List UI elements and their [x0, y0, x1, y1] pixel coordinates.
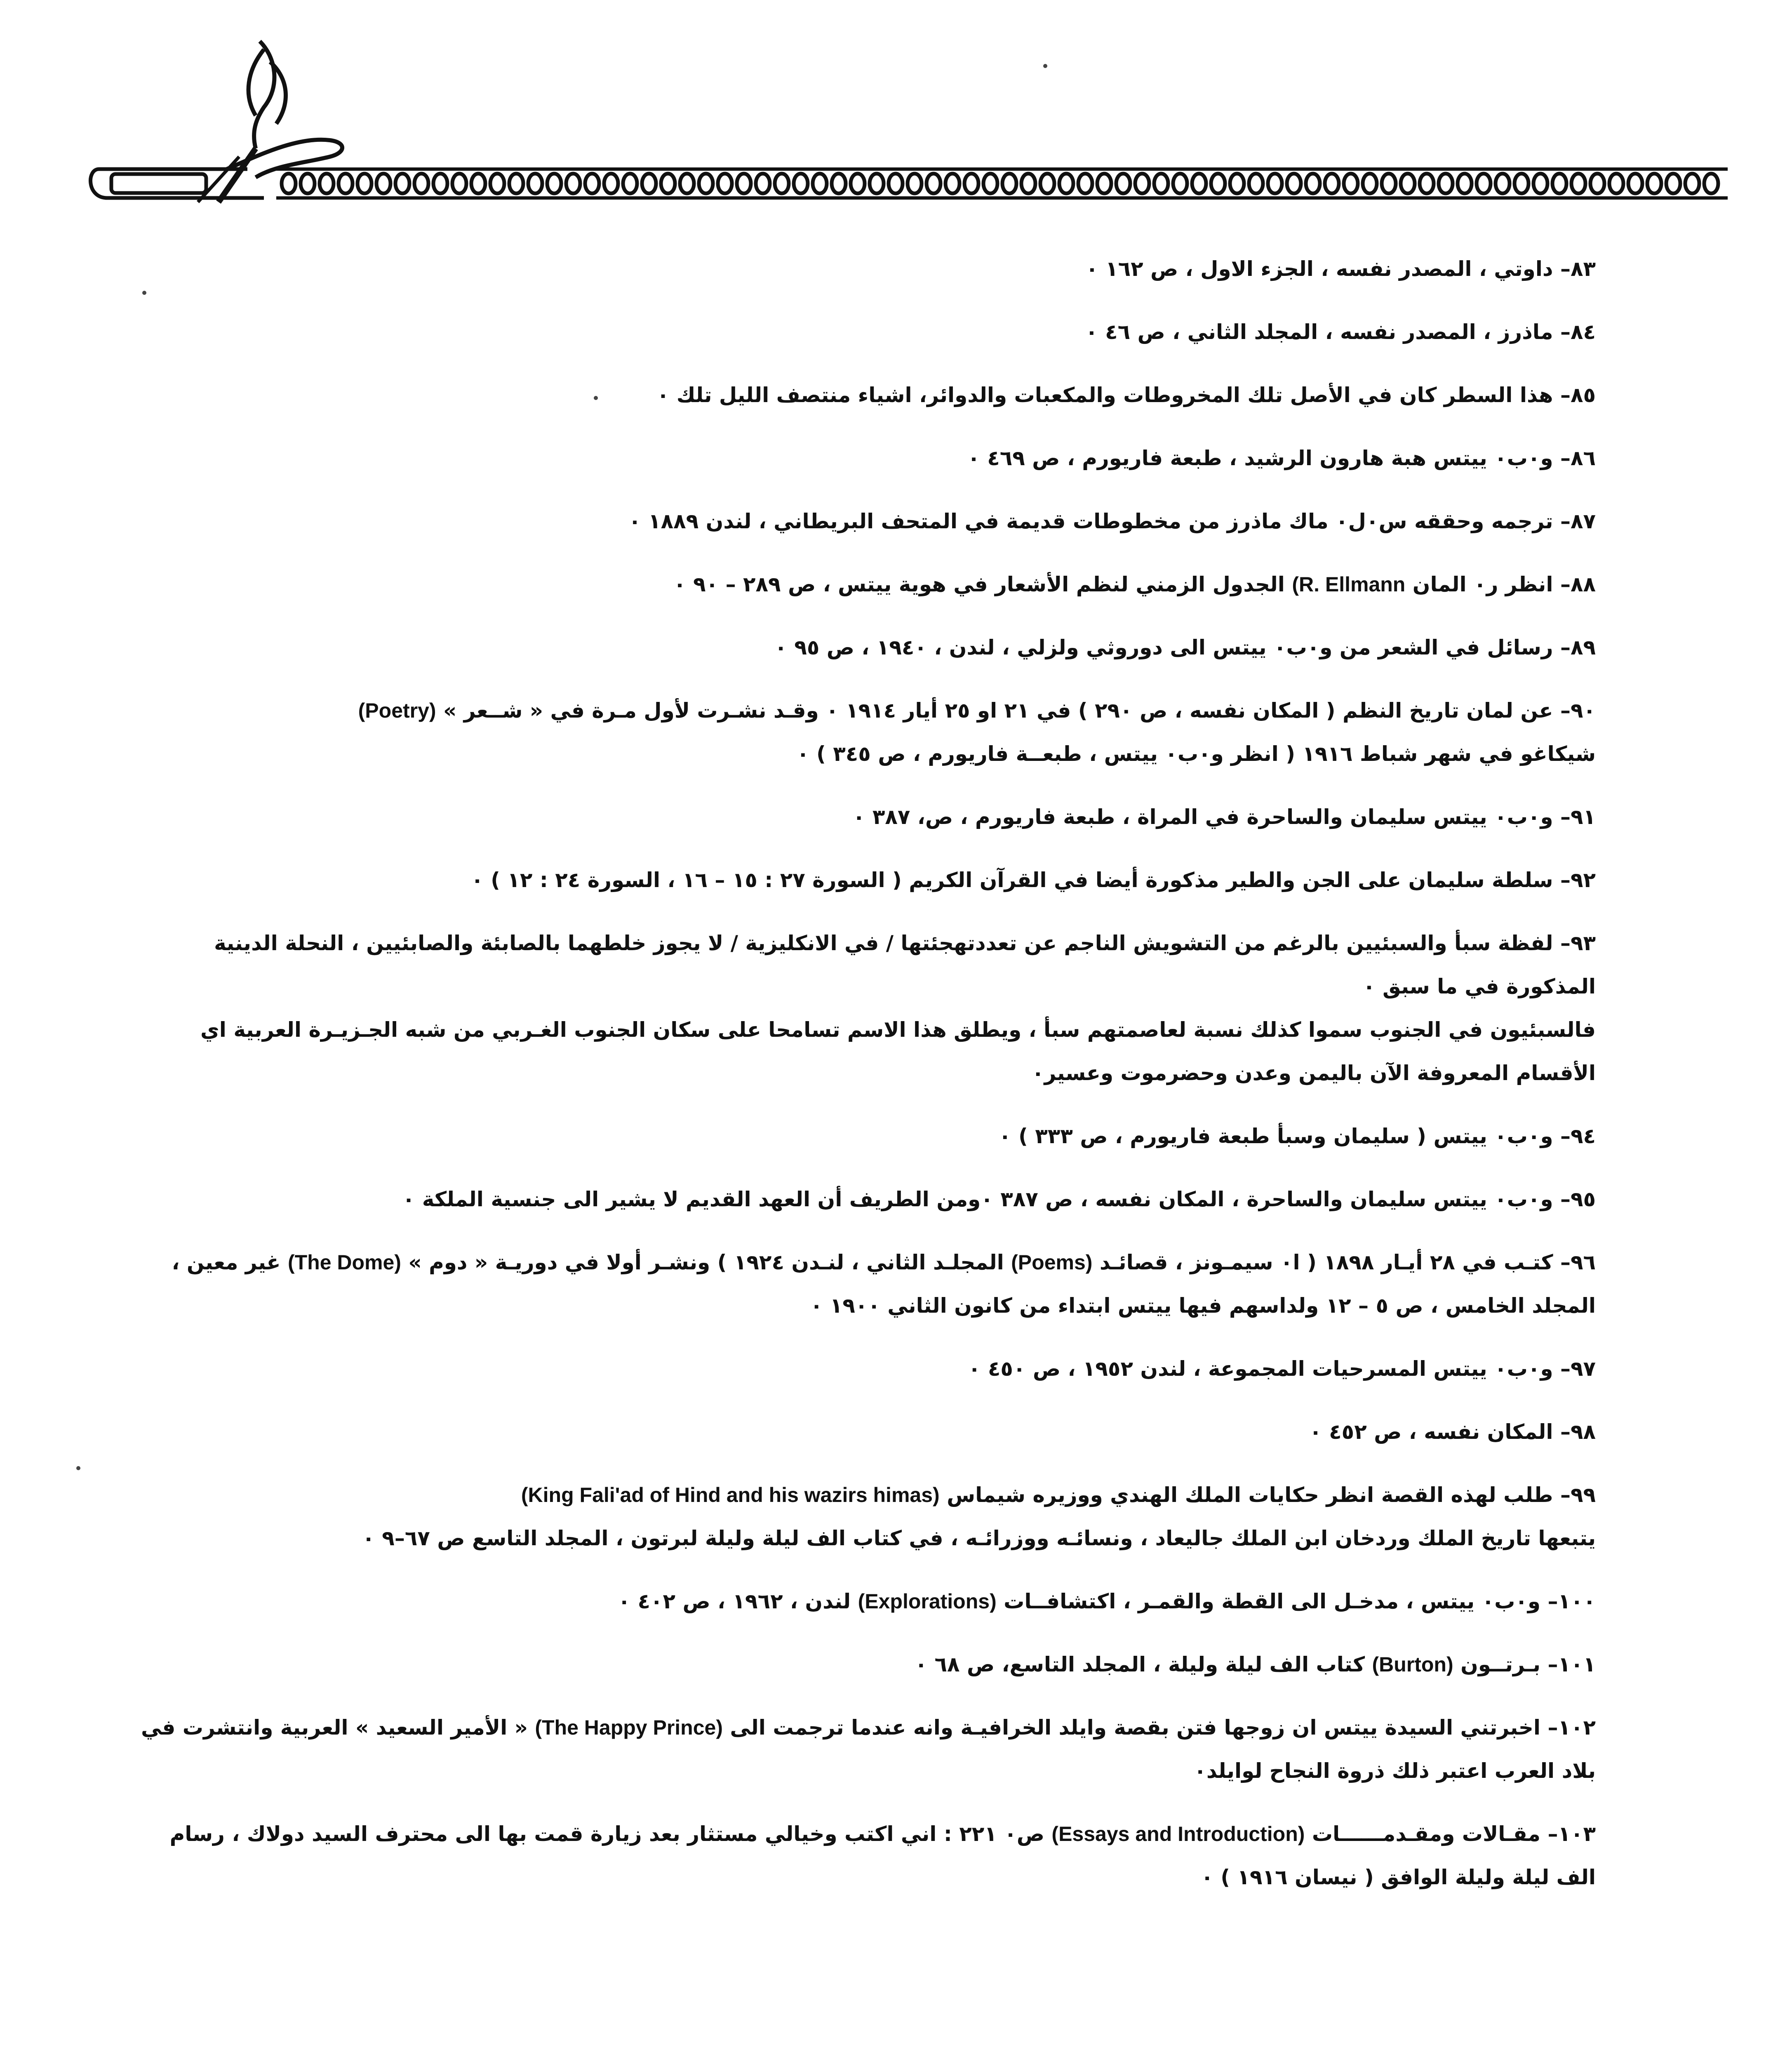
chain-link: [339, 174, 353, 193]
chain-link: [282, 174, 296, 193]
endnote-number: ١٠٣–: [1547, 1822, 1596, 1846]
chain-link: [490, 174, 504, 193]
chain-link: [604, 174, 618, 193]
chain-link: [1420, 174, 1434, 193]
endnote-number: ١٠٠–: [1547, 1589, 1596, 1613]
endnote-text-after: كتاب الف ليلة وليلة ، المجلد التاسع، ص ٦٨ ٠: [915, 1652, 1365, 1676]
endnote-text-after: المجلـد الثاني ، لنـدن ١٩٢٤ ) ونشـر أولا في دوريـة « دوم »: [408, 1250, 1004, 1274]
endnote-continuation: فالسبئيون في الجنوب سموا كذلك نسبة لعاصمتهم سبأ ، ويطلق هذا الاسم تسامحا على سكان الجنوب الغـربي من شبه الجـزيـرة العربية اي الأقسام المعروفة الآن باليمن وعدن وحضرموت وعسير٠: [200, 1018, 1596, 1085]
endnote-continuation: شيكاغو في شهر شباط ١٩١٦ ( انظر و٠ب٠ ييتس ، طبعــة فاريورم ، ص ٣٤٥ ) ٠: [797, 742, 1596, 766]
chain-link: [737, 174, 751, 193]
endnote-text-before: كتـب في ٢٨ أيـار ١٨٩٨ ( ا٠ سيمـونز ، قصائـد: [1099, 1250, 1553, 1274]
endnote-91: [136, 796, 1596, 839]
endnote-85: [136, 374, 1596, 417]
endnote-84: [136, 311, 1596, 354]
chain-link: [471, 174, 485, 193]
endnote-continuation: غير معين ، المجلد الخامس ، ص ٥ – ١٢ ولداسهم فيها ييتس ابتداء من كانون الثاني ١٩٠٠ ٠: [172, 1250, 1596, 1318]
endnote-text-after: ص٠ ٢٢١ : اني اكتب وخيالي مستثار بعد زيارة قمت بها الى محترف السيد دولاك ، رسام الف ليلة وليلة الوافق ( نيسان ١٩١٦ ) ٠: [169, 1822, 1596, 1889]
endnote-continuation: يتبعها تاريخ الملك وردخان ابن الملك جاليعاد ، ونسائـه ووزرائـه ، في كتاب الف ليلة وليلة لبرتون ، المجلد التاسع ص ٦٧–٩ ٠: [362, 1526, 1596, 1550]
chain-link: [1116, 174, 1130, 193]
endnotes-list: [136, 247, 1596, 1919]
chain-link: [1078, 174, 1092, 193]
chain-link: [718, 174, 732, 193]
endnote-text-before: بـرتــون: [1460, 1652, 1541, 1676]
endnote-text: و٠ب٠ ييتس هبة هارون الرشيد ، طبعة فاريورم ، ص ٤٦٩ ٠: [967, 446, 1553, 470]
chain-link: [1685, 174, 1699, 193]
endnote-text: هذا السطر كان في الأصل تلك المخروطات والمكعبات والدوائر، اشياء منتصف الليل تلك ٠: [656, 383, 1553, 407]
chain-link: [1552, 174, 1566, 193]
endnote-number: ٩٢–: [1560, 868, 1596, 892]
endnote-english-term: (Poems): [1011, 1251, 1093, 1274]
chain-link: [699, 174, 713, 193]
chain-link: [1211, 174, 1225, 193]
chain-link: [908, 174, 922, 193]
endnote-number: ٩٩–: [1560, 1483, 1596, 1507]
endnote-english-term-2: (The Dome): [287, 1251, 401, 1274]
endnote-number: ٩٧–: [1560, 1357, 1596, 1381]
chain-link: [623, 174, 637, 193]
endnote-number: ٨٣–: [1560, 257, 1596, 281]
endnote-number: ٩٤–: [1560, 1124, 1596, 1148]
chain-link: [1628, 174, 1642, 193]
chain-link: [1401, 174, 1415, 193]
chain-link: [566, 174, 580, 193]
endnote-number: ١٠١–: [1547, 1652, 1596, 1676]
endnote-83: [136, 247, 1596, 291]
endnote-98: [136, 1410, 1596, 1454]
endnote-text: ترجمه وحققه س٠ل٠ ماك ماذرز من مخطوطات قديمة في المتحف البريطاني ، لندن ١٨٨٩ ٠: [628, 509, 1553, 533]
endnote-90: [136, 689, 1596, 776]
border-chain-links: [282, 174, 1718, 193]
chain-link: [1514, 174, 1529, 193]
endnote-text: و٠ب٠ ييتس المسرحيات المجموعة ، لندن ١٩٥٢ ، ص ٤٥٠ ٠: [968, 1357, 1553, 1381]
chain-link: [1097, 174, 1111, 193]
chain-link: [1458, 174, 1472, 193]
endnote-text: و٠ب٠ ييتس سليمان والساحرة في المراة ، طبعة فاريورم ، ص، ٣٨٧ ٠: [852, 805, 1553, 829]
endnote-text: ماذرز ، المصدر نفسه ، المجلد الثاني ، ص ٤٦ ٠: [1085, 320, 1553, 344]
chain-link: [376, 174, 390, 193]
chain-link: [642, 174, 656, 193]
chain-link: [1135, 174, 1149, 193]
chain-link: [301, 174, 315, 193]
endnote-100: [136, 1580, 1596, 1623]
endnote-text: سلطة سليمان على الجن والطير مذكورة أيضا في القرآن الكريم ( السورة ٢٧ : ١٥ – ١٦ ، السورة ٢٤ : ١٢ ) ٠: [471, 868, 1553, 892]
endnote-103: [136, 1812, 1596, 1899]
chain-link: [547, 174, 561, 193]
chain-link: [1287, 174, 1301, 193]
endnote-number: ٨٨–: [1560, 572, 1596, 596]
endnote-92: [136, 859, 1596, 902]
scan-speck: [1043, 64, 1047, 68]
endnote-text-before: طلب لهذه القصة انظر حكايات الملك الهندي ووزيره شيماس: [947, 1483, 1553, 1507]
chain-link: [945, 174, 959, 193]
chain-link: [1249, 174, 1263, 193]
endnote-english-term: (Essays and Introduction): [1051, 1822, 1305, 1845]
endnote-89: [136, 626, 1596, 669]
endnote-number: ٨٦–: [1560, 446, 1596, 470]
chain-link: [1040, 174, 1054, 193]
chain-link: [357, 174, 372, 193]
header-ornament: [82, 33, 1732, 206]
chain-link: [1533, 174, 1547, 193]
endnote-number: ٩١–: [1560, 805, 1596, 829]
endnote-number: ٨٥–: [1560, 383, 1596, 407]
chain-link: [1192, 174, 1206, 193]
endnote-number: ٩٣–: [1560, 931, 1596, 955]
chain-link: [889, 174, 903, 193]
chain-link: [1002, 174, 1016, 193]
endnote-text-after: « الأمير السعيد » العربية وانتشرت في بلاد العرب اعتبر ذلك ذروة النجاح لوايلد٠: [141, 1716, 1596, 1783]
chain-link: [509, 174, 523, 193]
chain-link: [452, 174, 466, 193]
endnote-english-term: (King Fali'ad of Hind and his wazirs himas): [521, 1483, 940, 1506]
chain-link: [983, 174, 997, 193]
endnote-99: [136, 1474, 1596, 1560]
endnote-number: ١٠٢–: [1547, 1716, 1596, 1740]
endnote-number: ٩٦–: [1560, 1250, 1596, 1274]
chain-link: [528, 174, 542, 193]
endnote-text-before: و٠ب٠ ييتس ، مدخـل الى القطة والقمـر ، اكتشافــات: [1004, 1589, 1541, 1613]
endnote-number: ٨٩–: [1560, 636, 1596, 659]
endnote-english-term: (Burton): [1372, 1653, 1453, 1676]
endnote-english-term: (R. Ellmann: [1292, 573, 1406, 596]
endnote-101: [136, 1643, 1596, 1686]
chain-link: [756, 174, 770, 193]
chain-link: [1496, 174, 1510, 193]
chain-link: [585, 174, 599, 193]
endnote-number: ٨٧–: [1560, 509, 1596, 533]
chain-link: [414, 174, 428, 193]
chain-link: [433, 174, 447, 193]
scan-speck: [594, 396, 598, 400]
endnote-text-after: الجدول الزمني لنظم الأشعار في هوية ييتس ، ص ٢٨٩ – ٩٠ ٠: [673, 572, 1285, 596]
chain-link: [320, 174, 334, 193]
endnote-english-term: (The Happy Prince): [535, 1716, 723, 1739]
chain-link: [680, 174, 694, 193]
chain-link: [1439, 174, 1453, 193]
endnote-95: [136, 1178, 1596, 1221]
endnote-number: ٩٥–: [1560, 1187, 1596, 1211]
endnote-english-term: (Explorations): [858, 1590, 997, 1613]
endnote-88: [136, 563, 1596, 606]
endnote-text: رسائل في الشعر من و٠ب٠ ييتس الى دوروثي ولزلي ، لندن ، ١٩٤٠ ، ص ٩٥ ٠: [774, 636, 1553, 659]
endnote-number: ٩٨–: [1560, 1420, 1596, 1444]
endnote-text: داوتي ، المصدر نفسه ، الجزء الاول ، ص ١٦٢ ٠: [1086, 257, 1553, 281]
chain-link: [1154, 174, 1168, 193]
chain-link: [794, 174, 808, 193]
endnote-86: [136, 437, 1596, 480]
chain-link: [1306, 174, 1320, 193]
chain-link: [1477, 174, 1491, 193]
chain-link: [1382, 174, 1396, 193]
endnote-96: [136, 1241, 1596, 1328]
chain-link: [1571, 174, 1585, 193]
chain-link: [813, 174, 827, 193]
endnote-text-before: مقـالات ومقـدمــــــات: [1312, 1822, 1541, 1846]
endnote-number: ٩٠–: [1560, 699, 1596, 723]
chain-link: [661, 174, 675, 193]
chain-link: [1230, 174, 1244, 193]
endnote-93: [136, 922, 1596, 1095]
chain-link: [1325, 174, 1339, 193]
endnote-102: [136, 1706, 1596, 1793]
endnote-text-before: انظر ر٠ المان: [1412, 572, 1553, 596]
chain-link: [1021, 174, 1035, 193]
chain-link: [1647, 174, 1661, 193]
endnote-text-before: اخبرتني السيدة ييتس ان زوجها فتن بقصة وايلد الخرافيـة وانه عندما ترجمت الى: [730, 1716, 1541, 1740]
endnote-text: لفظة سبأ والسبئيين بالرغم من التشويش الناجم عن تعددتهجئتها / في الانكليزية / لا يجوز خلطهما بالصابئة والصابئيين ، النحلة الدينية المذكورة في ما سبق ٠: [214, 931, 1596, 998]
chain-link: [1609, 174, 1623, 193]
chain-link: [832, 174, 846, 193]
endnote-97: [136, 1347, 1596, 1391]
chain-link: [1059, 174, 1073, 193]
endnote-94: [136, 1115, 1596, 1158]
chain-link: [1344, 174, 1358, 193]
endnote-87: [136, 500, 1596, 543]
chain-link: [1173, 174, 1187, 193]
chain-link: [395, 174, 409, 193]
scan-speck: [142, 291, 146, 295]
endnote-text: المكان نفسه ، ص ٤٥٢ ٠: [1309, 1420, 1553, 1444]
endnote-text: و٠ب٠ ييتس سليمان والساحرة ، المكان نفسه ، ص ٣٨٧ ٠ومن الطريف أن العهد القديم لا يشير الى جنسية الملكة ٠: [402, 1187, 1553, 1211]
endnote-text-after: لندن ، ١٩٦٢ ، ص ٤٠٢ ٠: [618, 1589, 851, 1613]
endnote-number: ٨٤–: [1560, 320, 1596, 344]
chain-link: [775, 174, 789, 193]
chain-link: [927, 174, 941, 193]
chain-link: [1268, 174, 1282, 193]
endnote-text-before: عن لمان تاريخ النظم ( المكان نفسه ، ص ٢٩٠ ) في ٢١ او ٢٥ أيار ١٩١٤ ٠ وقـد نشـرت لأول مـرة في « شــعر »: [443, 699, 1553, 723]
chain-link: [964, 174, 978, 193]
chain-link: [1363, 174, 1377, 193]
chain-link: [870, 174, 884, 193]
endnote-text: و٠ب٠ ييتس ( سليمان وسبأ طبعة فاريورم ، ص ٣٣٣ ) ٠: [999, 1124, 1553, 1148]
chain-link: [1590, 174, 1604, 193]
chain-link: [1666, 174, 1680, 193]
chain-link: [851, 174, 865, 193]
scan-speck: [76, 1466, 80, 1470]
endnote-english-term: (Poetry): [358, 699, 436, 722]
chain-link: [1704, 174, 1718, 193]
